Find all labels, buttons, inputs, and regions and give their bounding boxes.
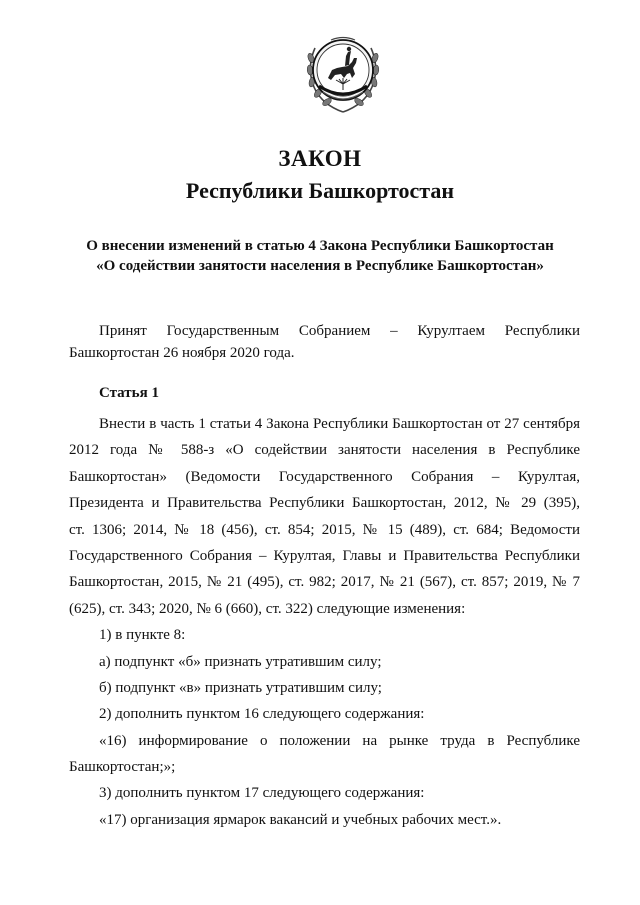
article-title: Статья 1 <box>99 385 159 401</box>
document-subtitle-republic: Республики Башкортостан <box>185 178 455 203</box>
article-line: ст. 1306; 2014, № 18 (456), ст. 854; 2015, № 15 (489), ст. 684; Ведомости <box>69 521 580 538</box>
article-line: 2012 года № 588-з «О содействии занятости населения в Республике <box>69 442 580 459</box>
article-line: (625), ст. 343; 2020, № 6 (660), ст. 322) следующие изменения: <box>69 600 466 617</box>
article-line: Башкортостан, 2015, № 21 (495), ст. 982; 2017, № 21 (567), ст. 857; 2019, № 7 <box>69 574 580 591</box>
coat-of-arms-emblem <box>301 18 385 118</box>
article-line: Президента и Правительства Республики Башкортостан, 2012, № 29 (395), <box>69 495 580 512</box>
article-line: Внести в часть 1 статьи 4 Закона Республики Башкортостан от 27 сентября <box>99 416 580 432</box>
adoption-note-line: Принят Государственным Собранием – Курултаем Республики <box>99 323 580 339</box>
article-body <box>69 411 580 833</box>
adoption-note <box>69 320 580 364</box>
list-item: «16) информирование о положении на рынке труда в Республике <box>99 732 580 749</box>
article-line: Государственного Собрания – Курултая, Главы и Правительства Республики <box>69 547 580 564</box>
list-item: а) подпункт «б» признать утратившим силу; <box>99 653 382 670</box>
law-subject-line: О внесении изменений в статью 4 Закона Республики Башкортостан <box>86 238 554 254</box>
list-item: 1) в пункте 8: <box>99 627 186 644</box>
adoption-note-line: Башкортостан 26 ноября 2020 года. <box>69 345 295 361</box>
law-subject-line: «О содействии занятости населения в Республике Башкортостан» <box>96 258 544 274</box>
list-item: «17) организация ярмарок вакансий и учебных рабочих мест.». <box>99 811 502 828</box>
document-title: ЗАКОН <box>278 146 362 171</box>
article-line: Башкортостан» (Ведомости Государственного Собрания – Курултая, <box>69 468 580 485</box>
list-item: 2) дополнить пунктом 16 следующего содержания: <box>99 706 425 723</box>
list-item: б) подпункт «в» признать утратившим силу; <box>99 679 382 696</box>
list-item: Башкортостан;»; <box>69 759 176 776</box>
law-subject <box>60 236 580 276</box>
list-item: 3) дополнить пунктом 17 следующего содержания: <box>99 785 425 802</box>
